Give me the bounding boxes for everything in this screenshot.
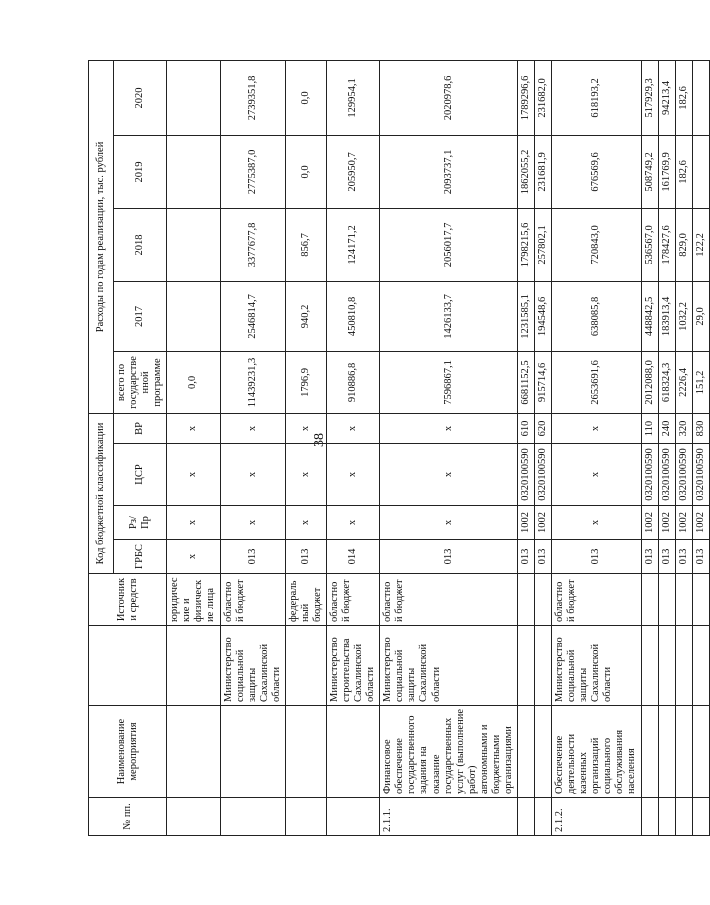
cell-grbs: 013 [641,540,658,574]
cell-2017 [167,281,220,351]
cell-csr: 0320100590 [535,444,552,506]
header-grbs: ГРБС [114,540,167,574]
table-row [658,60,675,835]
cell-2018: 124171,2 [327,208,380,281]
table-row [535,60,552,835]
header-code-group: Код бюджетной классификации [89,413,114,573]
cell-2019: 2775387,0 [220,135,285,208]
cell-total: 2012088,0 [641,351,658,413]
cell-2018: 2056017,7 [380,208,518,281]
cell-2020: 2739351,8 [220,60,285,135]
cell-2020 [167,60,220,135]
cell-csr: 0320100590 [675,444,692,506]
cell-csr: x [552,444,641,506]
cell-vr: 610 [517,413,534,443]
cell-source: областной бюджет [327,574,380,626]
cell-source [692,574,709,626]
cell-2020: 618193,2 [552,60,641,135]
cell-vr: 320 [675,413,692,443]
cell-2018: 829,0 [675,208,692,281]
cell-2018: 856,7 [285,208,326,281]
table-row [220,60,285,835]
cell-total: 2226,4 [675,351,692,413]
cell-name [220,706,285,798]
cell-2019: 231681,9 [535,135,552,208]
cell-executor: Министерство социальной защиты Сахалинской области [380,626,518,706]
cell-2018 [167,208,220,281]
cell-total: 2653691,6 [552,351,641,413]
cell-2017: 448842,5 [641,281,658,351]
table-row [327,60,380,835]
cell-2017: 2546814,7 [220,281,285,351]
cell-num [641,798,658,836]
cell-rzpr: x [327,506,380,540]
cell-2020 [692,60,709,135]
header-csr: ЦСР [114,444,167,506]
cell-source: федеральный бюджет [285,574,326,626]
cell-grbs: 013 [675,540,692,574]
cell-csr: x [220,444,285,506]
table-row [692,60,709,835]
cell-source [517,574,534,626]
cell-total: 6681152,5 [517,351,534,413]
cell-2018: 720843,0 [552,208,641,281]
cell-2017: 194548,6 [535,281,552,351]
header-rzpr: Рз/ Пр [114,506,167,540]
cell-num [692,798,709,836]
cell-rzpr: x [167,506,220,540]
cell-2020: 517929,3 [641,60,658,135]
header-2019: 2019 [114,135,167,208]
cell-executor [675,626,692,706]
cell-source [675,574,692,626]
header-total: всего по государственной программе [114,351,167,413]
cell-csr: 0320100590 [517,444,534,506]
cell-executor [692,626,709,706]
cell-executor [641,626,658,706]
cell-num [167,798,220,836]
cell-2017: 1032,2 [675,281,692,351]
header-num: № пп. [89,798,167,836]
header-years-group: Расходы по годам реализации, тыс. рублей [89,60,114,413]
cell-total: 910886,8 [327,351,380,413]
cell-rzpr: x [552,506,641,540]
cell-rzpr: 1002 [517,506,534,540]
cell-2020: 2020978,6 [380,60,518,135]
cell-2019: 182,6 [675,135,692,208]
table-row [380,60,518,835]
cell-executor [658,626,675,706]
cell-grbs: 013 [517,540,534,574]
cell-2017: 1426133,7 [380,281,518,351]
cell-vr: x [220,413,285,443]
header-executor [89,626,167,706]
table-row [285,60,326,835]
cell-executor: Министерство социальной защиты Сахалинской области [552,626,641,706]
cell-vr: 830 [692,413,709,443]
cell-num [285,798,326,836]
cell-vr: x [380,413,518,443]
cell-2020: 231682,0 [535,60,552,135]
cell-executor: Министерство социальной защиты Сахалинской области [220,626,285,706]
cell-source: областной бюджет [552,574,641,626]
cell-2017: 1231585,1 [517,281,534,351]
cell-2018: 3377677,8 [220,208,285,281]
cell-vr: 240 [658,413,675,443]
cell-grbs: 013 [285,540,326,574]
cell-rzpr: 1002 [675,506,692,540]
cell-2019: 508749,2 [641,135,658,208]
cell-source [641,574,658,626]
cell-2019: 0,0 [285,135,326,208]
cell-vr: 620 [535,413,552,443]
cell-source: областной бюджет [220,574,285,626]
cell-2020: 182,6 [675,60,692,135]
cell-total: 7596867,1 [380,351,518,413]
cell-grbs: 014 [327,540,380,574]
budget-table-rotated [88,61,706,836]
cell-rzpr: 1002 [535,506,552,540]
cell-2017: 450810,8 [327,281,380,351]
cell-executor [517,626,534,706]
cell-2018: 536567,0 [641,208,658,281]
cell-2019: 161769,9 [658,135,675,208]
cell-grbs: 013 [552,540,641,574]
cell-2020: 129954,1 [327,60,380,135]
cell-name [658,706,675,798]
cell-2017: 940,2 [285,281,326,351]
cell-total: 1796,9 [285,351,326,413]
table-row [641,60,658,835]
cell-source: областной бюджет [380,574,518,626]
cell-executor: Министерство строительства Сахалинской области [327,626,380,706]
cell-csr: 0320100590 [641,444,658,506]
cell-csr: x [285,444,326,506]
cell-rzpr: x [285,506,326,540]
cell-rzpr: x [220,506,285,540]
cell-executor [285,626,326,706]
cell-2020: 1789296,6 [517,60,534,135]
cell-num: 2.1.2. [552,798,641,836]
cell-2019: 1862055,2 [517,135,534,208]
cell-2019: 205950,7 [327,135,380,208]
header-2020: 2020 [114,60,167,135]
cell-source [658,574,675,626]
cell-grbs: x [167,540,220,574]
cell-name [327,706,380,798]
cell-num [327,798,380,836]
cell-2020: 0,0 [285,60,326,135]
cell-vr: x [167,413,220,443]
header-2017: 2017 [114,281,167,351]
cell-vr: x [285,413,326,443]
cell-csr: x [380,444,518,506]
table-row [517,60,534,835]
cell-name: Обеспечение деятельности казенных организаций социального обслуживания населения [552,706,641,798]
cell-2018: 1798215,6 [517,208,534,281]
cell-2019: 2093737,1 [380,135,518,208]
cell-name [535,706,552,798]
cell-total: 151,2 [692,351,709,413]
header-source: Источники средств [89,574,167,626]
cell-num [675,798,692,836]
cell-2018: 122,2 [692,208,709,281]
cell-2017: 638085,8 [552,281,641,351]
cell-name [675,706,692,798]
cell-executor [535,626,552,706]
cell-2020: 94213,4 [658,60,675,135]
cell-grbs: 013 [220,540,285,574]
cell-name: Финансовое обеспечение государственного задания на оказание государственных услуг (выполнение работ) автономными и бюджетными организациями [380,706,518,798]
header-name: Наименование мероприятия [89,706,167,798]
cell-vr: x [327,413,380,443]
cell-csr: 0320100590 [692,444,709,506]
cell-source [535,574,552,626]
cell-2018: 178427,6 [658,208,675,281]
cell-num: 2.1.1. [380,798,518,836]
cell-num [517,798,534,836]
cell-name [517,706,534,798]
cell-2017: 29,0 [692,281,709,351]
header-2018: 2018 [114,208,167,281]
cell-2019: 676569,6 [552,135,641,208]
cell-grbs: 013 [658,540,675,574]
cell-name [692,706,709,798]
cell-2019 [167,135,220,208]
cell-total: 915714,6 [535,351,552,413]
cell-grbs: 013 [692,540,709,574]
cell-source: юридические и физические лица [167,574,220,626]
cell-rzpr: 1002 [692,506,709,540]
table-row [675,60,692,835]
table-row [552,60,641,835]
cell-executor [167,626,220,706]
header-vr: ВР [114,413,167,443]
cell-csr: 0320100590 [658,444,675,506]
cell-name [641,706,658,798]
cell-num [658,798,675,836]
cell-name [167,706,220,798]
cell-2018: 257802,1 [535,208,552,281]
cell-vr: x [552,413,641,443]
page-number: 38 [312,433,327,447]
cell-csr: x [327,444,380,506]
cell-total: 618324,3 [658,351,675,413]
cell-rzpr: 1002 [658,506,675,540]
cell-2017: 183913,4 [658,281,675,351]
cell-csr: x [167,444,220,506]
cell-num [220,798,285,836]
cell-rzpr: x [380,506,518,540]
cell-2019 [692,135,709,208]
cell-vr: 110 [641,413,658,443]
cell-num [535,798,552,836]
cell-name [285,706,326,798]
budget-table [88,60,710,836]
cell-rzpr: 1002 [641,506,658,540]
cell-grbs: 013 [380,540,518,574]
cell-total: 11439231,3 [220,351,285,413]
cell-grbs: 013 [535,540,552,574]
table-row [167,60,220,835]
cell-total: 0,0 [167,351,220,413]
